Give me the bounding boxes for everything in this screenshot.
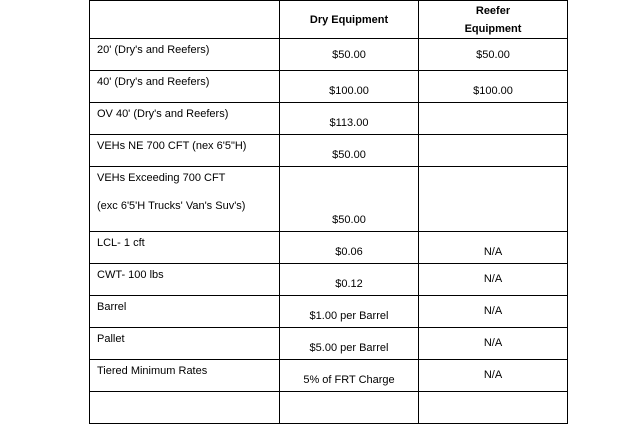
- reefer-rate: N/A: [419, 232, 568, 264]
- reefer-rate: N/A: [419, 296, 568, 328]
- table-row: [90, 103, 568, 135]
- header-row: [90, 1, 568, 39]
- table-row: [90, 392, 568, 424]
- table-row: [90, 135, 568, 167]
- table-row: [90, 264, 568, 296]
- row-label: VEHs NE 700 CFT (nex 6'5"H): [90, 135, 280, 167]
- dry-rate: $0.12: [280, 264, 419, 296]
- reefer-rate: N/A: [419, 328, 568, 360]
- row-label: [90, 167, 280, 232]
- dry-rate: $1.00 per Barrel: [280, 296, 419, 328]
- table-row: [90, 232, 568, 264]
- dry-rate: [280, 392, 419, 424]
- reefer-rate: [419, 135, 568, 167]
- dry-rate: $50.00: [280, 39, 419, 71]
- dry-rate: $100.00: [280, 71, 419, 103]
- row-label-line2: (exc 6'5'H Trucks' Van's Suv's): [97, 200, 246, 212]
- row-label: 40' (Dry's and Reefers): [90, 71, 280, 103]
- reefer-rate: N/A: [419, 360, 568, 392]
- reefer-rate: N/A: [419, 264, 568, 296]
- reefer-rate: [419, 103, 568, 135]
- rate-table: [89, 0, 568, 424]
- dry-rate: $0.06: [280, 232, 419, 264]
- reefer-rate: $100.00: [419, 71, 568, 103]
- row-label-line1: VEHs Exceeding 700 CFT: [97, 172, 226, 184]
- header-dry-equipment: Dry Equipment: [280, 1, 419, 39]
- reefer-rate: $50.00: [419, 39, 568, 71]
- dry-rate: $50.00: [280, 135, 419, 167]
- row-label: Barrel: [90, 296, 280, 328]
- row-label: Tiered Minimum Rates: [90, 360, 280, 392]
- row-label: LCL- 1 cft: [90, 232, 280, 264]
- table-row: [90, 360, 568, 392]
- dry-rate: $113.00: [280, 103, 419, 135]
- reefer-rate: [419, 392, 568, 424]
- header-reefer-equipment: [419, 1, 568, 39]
- table-row: [90, 167, 568, 232]
- table-row: [90, 71, 568, 103]
- row-label: CWT- 100 lbs: [90, 264, 280, 296]
- header-empty-cell: [90, 1, 280, 39]
- row-label: Pallet: [90, 328, 280, 360]
- dry-rate: 5% of FRT Charge: [280, 360, 419, 392]
- table-row: [90, 328, 568, 360]
- row-label: 20' (Dry's and Reefers): [90, 39, 280, 71]
- header-reefer-line2: Equipment: [464, 22, 522, 35]
- row-label: [90, 392, 280, 424]
- table-row: [90, 296, 568, 328]
- table-row: [90, 39, 568, 71]
- row-label: OV 40' (Dry's and Reefers): [90, 103, 280, 135]
- dry-rate: $50.00: [280, 167, 419, 232]
- reefer-rate: [419, 167, 568, 232]
- dry-rate: $5.00 per Barrel: [280, 328, 419, 360]
- header-reefer-line1: Reefer: [475, 4, 511, 17]
